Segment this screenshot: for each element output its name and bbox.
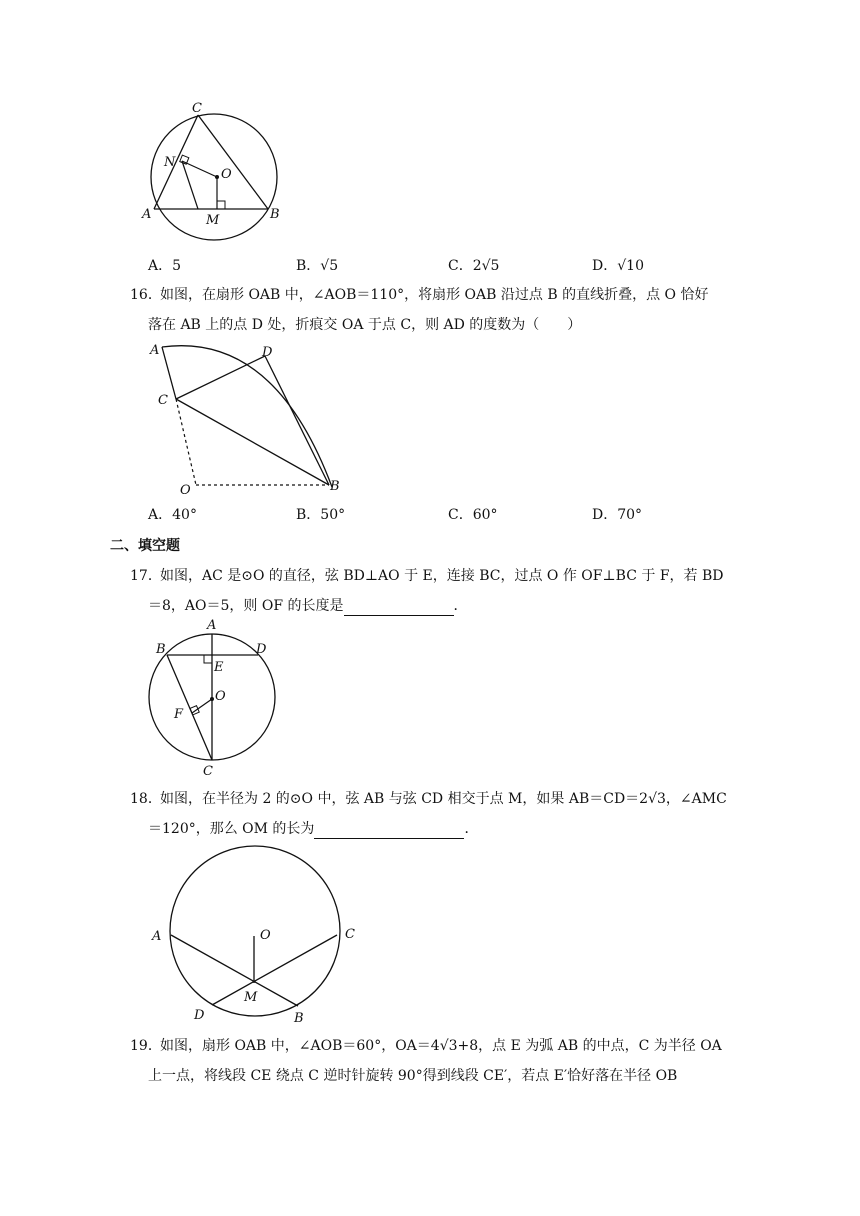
- label-b: B: [270, 207, 280, 222]
- label-a: A: [142, 207, 152, 222]
- section-heading: 二、填空题: [110, 538, 180, 554]
- figure-q17: [140, 615, 290, 780]
- label-a: A: [152, 929, 162, 944]
- figure-q16: [144, 340, 354, 500]
- q18-line1: 如图，在半径为 2 的⊙O 中，弦 AB 与弦 CD 相交于点 M，如果 AB＝CD＝2√3，∠AMC: [160, 791, 727, 807]
- label-b: B: [156, 642, 166, 657]
- label-o: O: [215, 689, 226, 704]
- label-d: D: [262, 345, 273, 360]
- label-n: N: [164, 155, 176, 170]
- q16-option-a: A．40°: [148, 507, 197, 523]
- label-o: O: [221, 167, 232, 182]
- label-d: D: [256, 642, 267, 657]
- q18-line2: ＝120°，那么 OM 的长为 ．: [148, 821, 479, 837]
- label-c: C: [158, 393, 168, 408]
- q16-option-d: D．70°: [592, 507, 643, 523]
- q16-option-b: B．50°: [296, 507, 346, 523]
- q19-line1: 如图，扇形 OAB 中，∠AOB＝60°，OA＝4√3+8，点 E 为弧 AB 的中点，C 为半径 OA: [160, 1038, 722, 1054]
- q15-option-b: B．√5: [296, 258, 339, 274]
- q17-number: 17．: [130, 568, 162, 584]
- answer-blank[interactable]: [314, 824, 464, 839]
- figure-q18: [148, 845, 373, 1030]
- label-f: F: [174, 707, 184, 722]
- q15-option-c: C．2√5: [448, 258, 500, 274]
- q16-number: 16．: [130, 287, 162, 303]
- label-d: D: [194, 1008, 205, 1023]
- label-o: O: [180, 483, 191, 498]
- q16-line1: 如图，在扇形 OAB 中，∠AOB＝110°，将扇形 OAB 沿过点 B 的直线折叠，点 O 恰好: [160, 287, 709, 303]
- label-b: B: [330, 479, 340, 494]
- q15-option-a: A．5: [148, 258, 182, 274]
- q19-number: 19．: [130, 1038, 162, 1054]
- q18-number: 18．: [130, 791, 162, 807]
- figure-q15: [140, 98, 300, 248]
- label-a: A: [207, 618, 217, 633]
- q17-line2: ＝8，AO＝5，则 OF 的长度是 ．: [148, 598, 468, 614]
- q16-line2: 落在 AB 上的点 D 处，折痕交 OA 于点 C，则 AD 的度数为（ ）: [148, 317, 582, 333]
- label-c: C: [203, 764, 213, 779]
- label-m: M: [244, 990, 258, 1005]
- label-b: B: [294, 1011, 304, 1026]
- label-c: C: [345, 927, 355, 942]
- label-c: C: [192, 101, 202, 116]
- q17-line1: 如图，AC 是⊙O 的直径，弦 BD⊥AO 于 E，连接 BC，过点 O 作 OF⊥BC 于 F，若 BD: [160, 568, 724, 584]
- q16-option-c: C．60°: [448, 507, 498, 523]
- q19-line2: 上一点，将线段 CE 绕点 C 逆时针旋转 90°得到线段 CE′，若点 E′恰好落在半径 OB: [148, 1068, 678, 1084]
- q15-option-d: D．√10: [592, 258, 644, 274]
- label-o: O: [260, 928, 271, 943]
- label-a: A: [150, 343, 160, 358]
- answer-blank[interactable]: [344, 601, 454, 616]
- label-m: M: [206, 213, 220, 228]
- label-e: E: [214, 660, 224, 675]
